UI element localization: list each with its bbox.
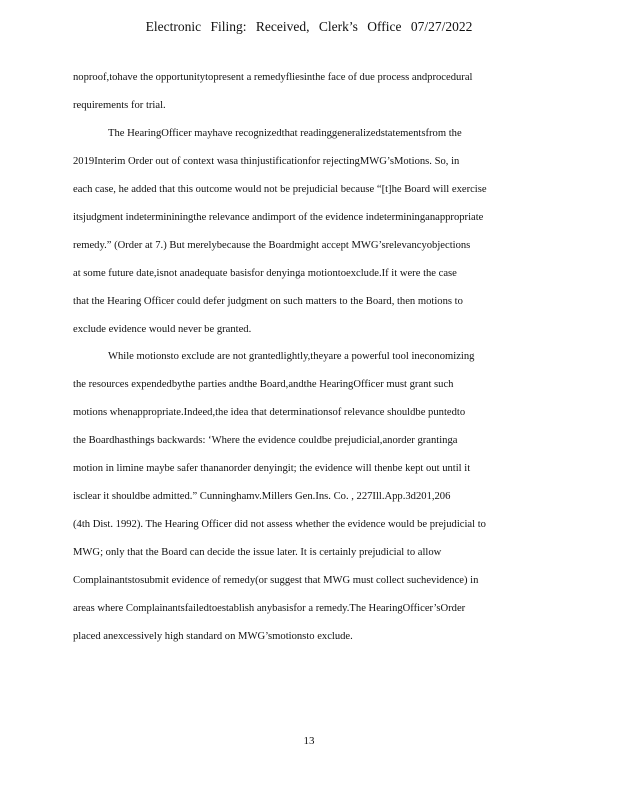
text-line-16: isclear it shouldbe admitted.” Cunninghamv.Millers Gen.Ins. Co. , 227Ill.App.3d201,206	[73, 491, 451, 502]
text-line-2: requirements for trial.	[73, 100, 166, 111]
text-line-1: noproof,tohave the opportunitytopresent a remedyfliesinthe face of due process andprocedural	[73, 72, 473, 83]
text-line-9: that the Hearing Officer could defer judgment on such matters to the Board, then motions to	[73, 296, 463, 307]
text-line-17: (4th Dist. 1992). The Hearing Officer did not assess whether the evidence would be prejudicial to	[73, 519, 486, 530]
text-line-18: MWG; only that the Board can decide the issue later. It is certainly prejudicial to allow	[73, 547, 442, 558]
text-line-14: the Boardhasthings backwards: ‘Where the evidence couldbe prejudicial,anorder grantinga	[73, 435, 458, 446]
text-line-8: at some future date,isnot anadequate basisfor denyinga motiontoexclude.If it were the case	[73, 268, 457, 279]
text-line-20: areas where Complainantsfailedtoestablish anybasisfor a remedy.The HearingOfficer’sOrder	[73, 603, 466, 614]
text-line-19: Complainantstosubmit evidence of remedy(or suggest that MWG must collect suchevidence) in	[73, 575, 479, 586]
text-line-6: itsjudgment indetermininingthe relevance andimport of the evidence indetermininganappropriate	[73, 212, 484, 223]
document-header: Electronic Filing: Received, Clerk’s Office 07/27/2022	[145, 19, 473, 34]
text-line-15: motion in limine maybe safer thananorder denyingit; the evidence will thenbe kept out until it	[73, 463, 471, 474]
page-number: 13	[303, 735, 315, 747]
text-line-4: 2019Interim Order out of context wasa thinjustificationfor rejectingMWG’sMotions. So, in	[73, 156, 460, 167]
text-line-13: motions whenappropriate.Indeed,the idea that determinationsof relevance shouldbe puntedto	[73, 407, 466, 418]
text-line-7: remedy.” (Order at 7.) But merelybecause the Boardmight accept MWG’srelevancyobjections	[73, 240, 471, 251]
text-line-5: each case, he added that this outcome would not be prejudicial because “[t]he Board will exercise	[73, 184, 487, 195]
text-line-11: While motionsto exclude are not grantedlightly,theyare a powerful tool ineconomizing	[108, 351, 475, 362]
text-line-3: The HearingOfficer mayhave recognizedthat readinggeneralizedstatementsfrom the	[108, 128, 462, 139]
text-line-21: placed anexcessively high standard on MWG’smotionsto exclude.	[73, 631, 353, 642]
text-line-12: the resources expendedbythe parties andthe Board,andthe HearingOfficer must grant such	[73, 379, 454, 390]
text-line-10: exclude evidence would never be granted.	[73, 324, 252, 335]
